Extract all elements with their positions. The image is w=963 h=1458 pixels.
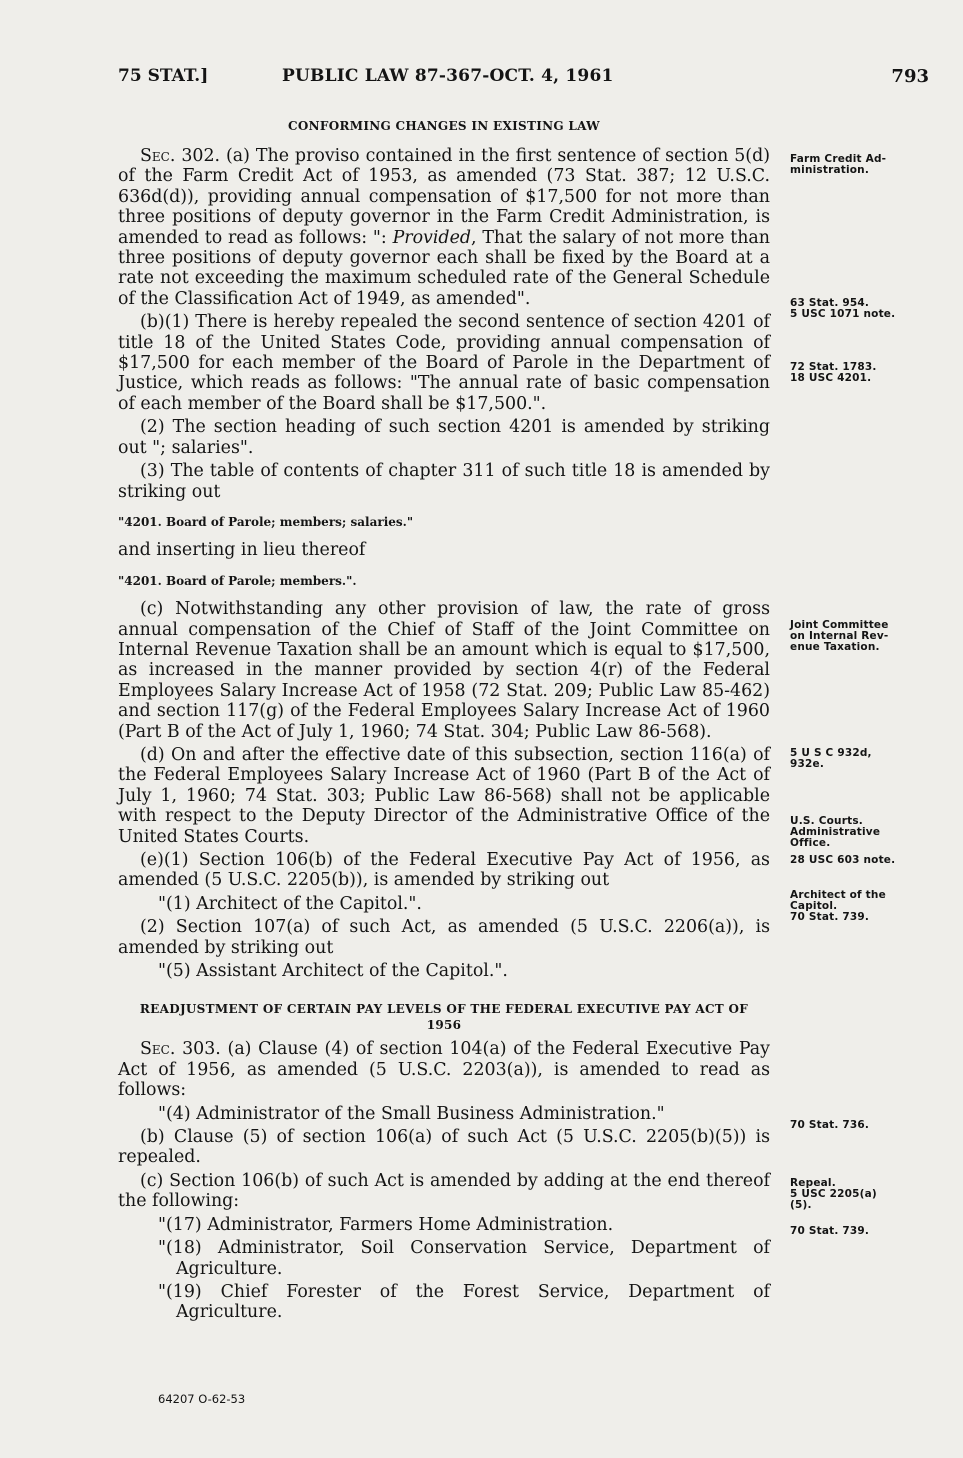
- sec302-b1: (b)(1) There is hereby repealed the second sentence of section 4201 of title 18 of the United States Code, providing annual compensation of $17,500 for each member of the Board of Parole in the Department of Justice, which reads as follows: "The annual rate of basic compensation of each member of the Board shall be $17,500.".: [118, 312, 770, 414]
- margin-note-line: 63 Stat. 954.: [790, 297, 870, 309]
- section-heading-readjustment: READJUSTMENT OF CERTAIN PAY LEVELS OF THE FEDERAL EXECUTIVE PAY ACT OF 1956: [139, 1002, 749, 1033]
- sec302-a-text: (a) The proviso contained in the first sentence of section 5(d) of the Farm Credit Act of 1953, as amended (73 Stat. 387; 12 U.S.C. 636d(d)), providing annual compensation of $17,500 for not more than three positions of deputy governor in the Farm Credit Administration, is amended to read as follows: ":: [118, 146, 771, 248]
- margin-note-line: Architect of the: [790, 889, 886, 901]
- margin-note-line: Office.: [790, 837, 831, 849]
- sec302-a-rest: , That the salary of not more than three positions of deputy governor each shall be fixed by the Board at a rate not exceeding the maximum scheduled rate of the General Schedule of the Classification Act of 1949, as amended".: [118, 227, 770, 309]
- sec302-c: (c) Notwithstanding any other provision of law, the rate of gross annual compensation of the Chief of Staff of the Joint Committee on Internal Revenue Taxation shall be an amount which is equal to $17,500, as increased in the manner provided by section 4(r) of the Federal Employees Salary Increase Act of 1958 (72 Stat. 209; Public Law 85-462) and section 117(g) of the Federal Employees Salary Increase Act of 1960 (Part B of the Act of July 1, 1960; 74 Stat. 304; Public Law 86-568).: [118, 599, 770, 742]
- margin-note-line: 70 Stat. 739.: [790, 911, 870, 923]
- margin-note-line: U.S. Courts.: [790, 815, 863, 827]
- margin-note-line: Farm Credit Ad-: [790, 153, 887, 165]
- sec302-e2-quote: "(5) Assistant Architect of the Capitol.".: [158, 961, 508, 982]
- header-title: PUBLIC LAW 87-367-OCT. 4, 1961: [282, 66, 614, 86]
- sec302-e1-quote: "(1) Architect of the Capitol.".: [158, 893, 422, 914]
- sec302-e1: (e)(1) Section 106(b) of the Federal Executive Pay Act of 1956, as amended (5 U.S.C. 2205(b)), is amended by striking out: [118, 850, 770, 891]
- margin-note-line: 70 Stat. 739.: [790, 1225, 870, 1237]
- sec303-c19: "(19) Chief Forester of the Forest Service, Department of Agriculture.: [158, 1281, 770, 1323]
- sec303-a-text: (a) Clause (4) of section 104(a) of the Federal Executive Pay Act of 1956, as amended (5 U.S.C. 2203(a)), is amended to read as follows:: [118, 1039, 770, 1101]
- margin-note-72-stat: [790, 362, 930, 384]
- sec303-c18: "(18) Administrator, Soil Conservation Service, Department of Agriculture.: [158, 1238, 770, 1279]
- sec302-b3: (3) The table of contents of chapter 311 of such title 18 is amended by striking out: [118, 461, 770, 502]
- margin-note-line: 18 USC 4201.: [790, 372, 872, 384]
- margin-note-line: 932e.: [790, 758, 825, 770]
- margin-note-us-courts: [790, 816, 930, 866]
- main-column: [118, 114, 770, 1326]
- margin-note-line: ministration.: [790, 164, 870, 176]
- margin-note-joint-committee: [790, 620, 930, 653]
- margin-note-line: Joint Committee: [790, 619, 889, 631]
- margin-note-line: 5 U S C 932d,: [790, 747, 872, 759]
- sec302-d: (d) On and after the effective date of this subsection, section 116(a) of the Federal Employees Salary Increase Act of 1960 (Part B of the Act of July 1, 1960; 74 Stat. 303; Public Law 86-568) shall not be applicable with respect to the Deputy Director of the Administrative Office of the United States Courts.: [118, 744, 770, 847]
- margin-note-line: Administrative: [790, 826, 881, 838]
- margin-note-line: 5 USC 2205(a): [790, 1188, 877, 1200]
- margin-note-70-stat-739: [790, 1226, 930, 1237]
- margin-note-farm-credit: [790, 154, 930, 176]
- margin-note-line: on Internal Rev-: [790, 630, 889, 642]
- sec302-b3-and: and inserting in lieu thereof: [118, 540, 366, 561]
- page-number: 793: [891, 66, 929, 87]
- sec302-b2: (2) The section heading of such section 4201 is amended by striking out "; salaries".: [118, 417, 770, 458]
- margin-note-line: Capitol.: [790, 900, 838, 912]
- sec302-b3-insert: "4201. Board of Parole; members.".: [118, 573, 357, 588]
- sec303-a: [118, 1039, 770, 1100]
- margin-note-70-stat-736: [790, 1120, 930, 1131]
- print-code-footer: 64207 O-62-53: [158, 1392, 246, 1406]
- sec303-c17: "(17) Administrator, Farmers Home Administration.: [158, 1214, 614, 1235]
- sec303-label: Sec. 303.: [140, 1039, 221, 1060]
- margin-note-line: 5 USC 1071 note.: [790, 308, 896, 320]
- margin-note-line: enue Taxation.: [790, 641, 880, 653]
- margin-note-line: 72 Stat. 1783.: [790, 361, 877, 373]
- margin-note-architect: [790, 890, 930, 923]
- sec303-c: (c) Section 106(b) of such Act is amended by adding at the end thereof the following:: [118, 1170, 770, 1212]
- margin-note-line: 70 Stat. 736.: [790, 1119, 870, 1131]
- margin-note-repeal: [790, 1178, 930, 1211]
- sec302-e2: (2) Section 107(a) of such Act, as amended (5 U.S.C. 2206(a)), is amended by striking out: [118, 917, 770, 958]
- sec303-b: (b) Clause (5) of section 106(a) of such Act (5 U.S.C. 2205(b)(5)) is repealed.: [118, 1127, 770, 1168]
- sec302-b3-strike: "4201. Board of Parole; members; salaries.": [118, 514, 414, 529]
- margin-note-5-usc-932: [790, 748, 930, 770]
- sec302-a: [118, 146, 770, 309]
- sec303-a-quote: "(4) Administrator of the Small Business Administration.": [158, 1103, 665, 1124]
- sec302-label: Sec. 302.: [140, 146, 221, 166]
- margin-note-line: Repeal.: [790, 1177, 836, 1189]
- sec302-a-italic: Provided: [392, 227, 471, 248]
- header-volume: 75 STAT.]: [118, 66, 209, 86]
- margin-note-line: 28 USC 603 note.: [790, 854, 896, 866]
- section-heading-conforming: CONFORMING CHANGES IN EXISTING LAW: [288, 119, 600, 133]
- margin-note-63-stat: [790, 298, 930, 320]
- margin-note-line: (5).: [790, 1199, 812, 1211]
